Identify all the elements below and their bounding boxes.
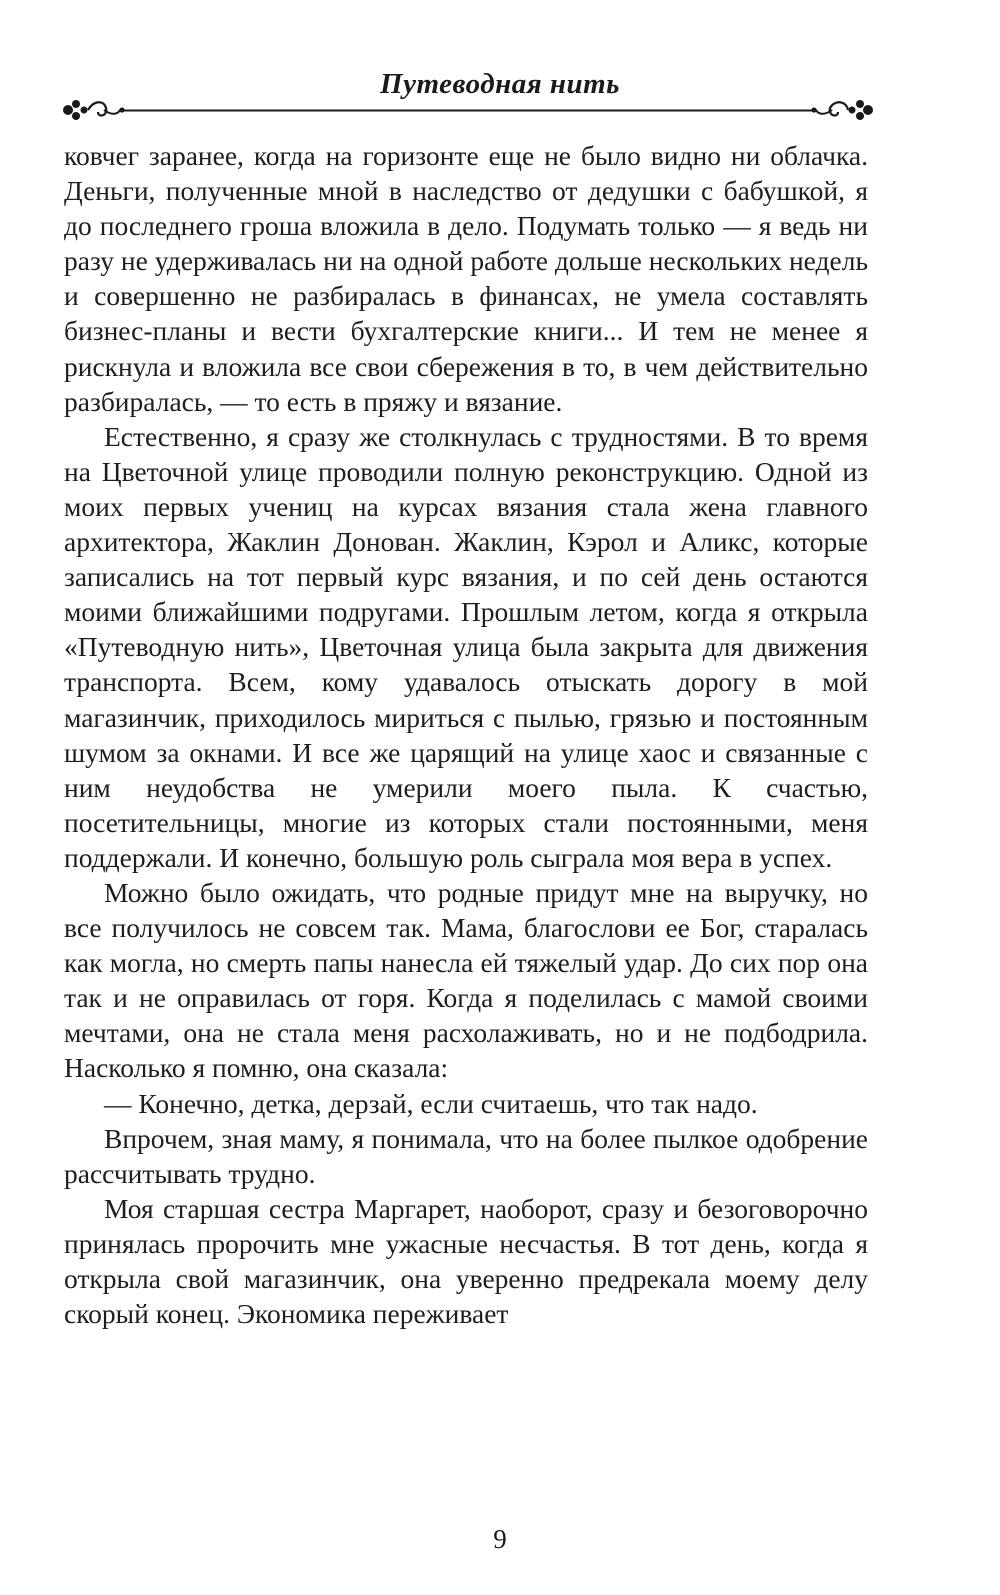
header-ornamental-rule — [58, 92, 878, 132]
paragraph-1: ковчег заранее, когда на горизонте еще не было видно ни облачка. Деньги, полученные мной в наследство от дедушки с бабушкой, я до последнего гроша вложила в дело. Подумать только — я ведь ни разу не удерживалась ни на одной работе дольше нескольких недель и совершенно не разбиралась в финансах, не умела составлять бизнес-планы и вести бухгалтерские книги... И тем не менее я рискнула и вложила все свои сбережения в то, в чем действительно разбиралась, — то есть в пряжу и вязание. — [64, 140, 868, 417]
page-number: 9 — [493, 1524, 507, 1554]
left-flourish-ornament — [63, 100, 125, 120]
paragraph-3: Можно было ожидать, что родные придут мне на выручку, но все получилось не совсем так. Мама, благослови ее Бог, старалась как могла, но смерть папы нанесла ей тяжелый удар. До сих пор она так и не оправилась от горя. Когда я поделилась с мамой своими мечтами, она не стала меня расхолаживать, но и не подбодрила. Насколько я помню, она сказала: — [64, 876, 868, 1084]
paragraph-2: Естественно, я сразу же столкнулась с трудностями. В то время на Цветочной улице проводили полную реконструкцию. Одной из моих первых учениц на курсах вязания стала жена главного архитектора, Жаклин Донован. Жаклин, Кэрол и Аликс, которые записались на тот первый курс вязания, и по сей день остаются моими ближайшими подругами. Прошлым летом, когда я открыла «Путеводную нить», Цветочная улица была закрыта для движения транспорта. Всем, кому удавалось отыскать дорогу в мой магазинчик, приходилось мириться с пылью, грязью и постоянным шумом за окнами. И все же царящий на улице хаос и связанные с ним неудобства не умерили моего пыла. К счастью, посетительницы, многие из которых стали постоянными, меня поддержали. И конечно, большую роль сыграла моя вера в успех. — [64, 420, 868, 873]
body-text — [64, 138, 868, 1331]
paragraph-6: Моя старшая сестра Маргарет, наоборот, сразу и безоговорочно принялась пророчить мне ужасные несчастья. В тот день, когда я открыла свой магазинчик, она уверенно предрекала моему делу скорый конец. Экономика переживает — [64, 1192, 868, 1330]
paragraph-4-quote: — Конечно, детка, дерзай, если считаешь, что так надо. — [104, 1087, 758, 1119]
paragraph-5: Впрочем, зная маму, я понимала, что на более пылкое одобрение рассчитывать трудно. — [64, 1122, 868, 1189]
running-title: Путеводная нить — [380, 68, 620, 100]
right-flourish-ornament — [811, 100, 873, 120]
